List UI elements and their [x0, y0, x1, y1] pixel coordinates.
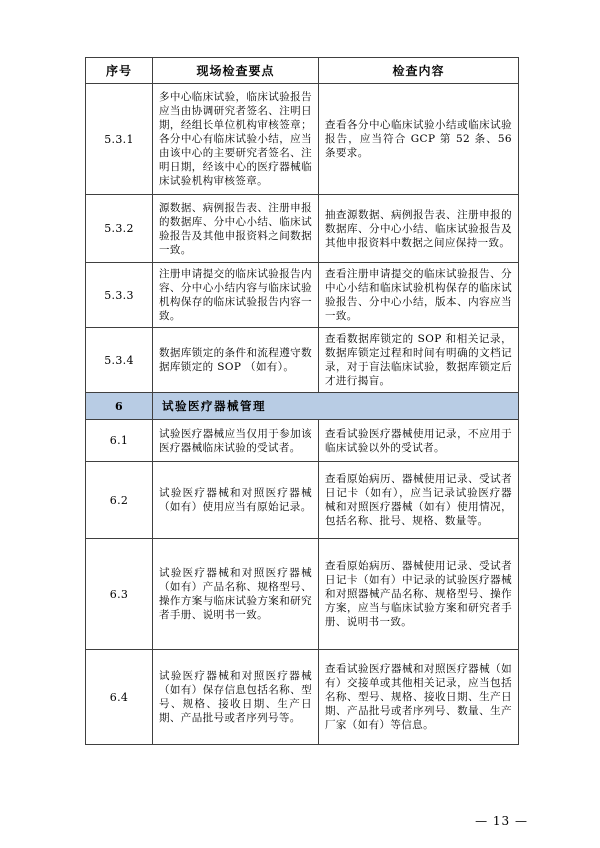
column-header-serial-number: 序号 [86, 58, 153, 84]
inspection-content-cell: 抽查源数据、病例报告表、注册申报的数据库、分中心小结、临床试验报告及其他申报资料中数据之间应保持一致。 [319, 195, 519, 263]
inspection-point-cell: 数据库锁定的条件和流程遵守数据库锁定的 SOP （如有）。 [153, 328, 319, 393]
inspection-content-cell: 查看各分中心临床试验小结或临床试验报告，应当符合 GCP 第 52 条、56 条要求。 [319, 84, 519, 195]
table-row [86, 263, 519, 328]
inspection-content-cell: 查看试验医疗器械使用记录，不应用于临床试验以外的受试者。 [319, 420, 519, 462]
table-row [86, 462, 519, 539]
section-number-cell: 6 [86, 393, 153, 420]
inspection-content-cell: 查看原始病历、器械使用记录、受试者日记卡（如有），应当记录试验医疗器械和对照医疗器械（如有）使用情况，包括名称、批号、规格、数量等。 [319, 462, 519, 539]
row-number-cell: 5.3.1 [86, 84, 153, 195]
inspection-point-cell: 多中心临床试验，临床试验报告应当由协调研究者签名、注明日期，经组长单位机构审核签章；各分中心有临床试验小结，应当由该中心的主要研究者签名、注明日期，经该中心的医疗器械临床试验机构审核签章。 [153, 84, 319, 195]
row-number-cell: 5.3.4 [86, 328, 153, 393]
table-row [86, 328, 519, 393]
row-number-cell: 6.1 [86, 420, 153, 462]
inspection-point-cell: 试验医疗器械和对照医疗器械（如有）使用应当有原始记录。 [153, 462, 319, 539]
section-header-row [86, 393, 519, 420]
row-number-cell: 6.4 [86, 650, 153, 745]
column-header-inspection-point: 现场检查要点 [153, 58, 319, 84]
inspection-content-cell: 查看原始病历、器械使用记录、受试者日记卡（如有）中记录的试验医疗器械和对照器械产品名称、规格型号、操作方案，应当与临床试验方案和研究者手册、说明书一致。 [319, 539, 519, 650]
table-row [86, 539, 519, 650]
row-number-cell: 5.3.2 [86, 195, 153, 263]
row-number-cell: 5.3.3 [86, 263, 153, 328]
column-header-inspection-content: 检查内容 [319, 58, 519, 84]
inspection-point-cell: 注册申请提交的临床试验报告内容、分中心小结内容与临床试验机构保存的临床试验报告内容一致。 [153, 263, 319, 328]
inspection-point-cell: 试验医疗器械和对照医疗器械（如有）保存信息包括名称、型号、规格、接收日期、生产日期、产品批号或者序列号等。 [153, 650, 319, 745]
table-header-row [86, 58, 519, 84]
row-number-cell: 6.2 [86, 462, 153, 539]
table-row [86, 84, 519, 195]
table-row [86, 195, 519, 263]
inspection-point-cell: 试验医疗器械和对照医疗器械（如有）产品名称、规格型号、操作方案与临床试验方案和研究者手册、说明书一致。 [153, 539, 319, 650]
table-row [86, 420, 519, 462]
page-number: — 13 — [475, 814, 528, 828]
inspection-content-cell: 查看注册申请提交的临床试验报告、分中心小结和临床试验机构保存的临床试验报告、分中心小结，版本、内容应当一致。 [319, 263, 519, 328]
inspection-point-cell: 试验医疗器械应当仅用于参加该医疗器械临床试验的受试者。 [153, 420, 319, 462]
section-title-cell: 试验医疗器械管理 [153, 393, 519, 420]
inspection-checklist-table [85, 57, 519, 745]
inspection-content-cell: 查看数据库锁定的 SOP 和相关记录，数据库锁定过程和时间有明确的文档记录，对于盲法临床试验，数据库锁定后才进行揭盲。 [319, 328, 519, 393]
inspection-point-cell: 源数据、病例报告表、注册申报的数据库、分中心小结、临床试验报告及其他申报资料之间数据一致。 [153, 195, 319, 263]
row-number-cell: 6.3 [86, 539, 153, 650]
table-row [86, 650, 519, 745]
inspection-content-cell: 查看试验医疗器械和对照医疗器械（如有）交接单或其他相关记录，应当包括名称、型号、规格、接收日期、生产日期、产品批号或者序列号、数量、生产厂家（如有）等信息。 [319, 650, 519, 745]
